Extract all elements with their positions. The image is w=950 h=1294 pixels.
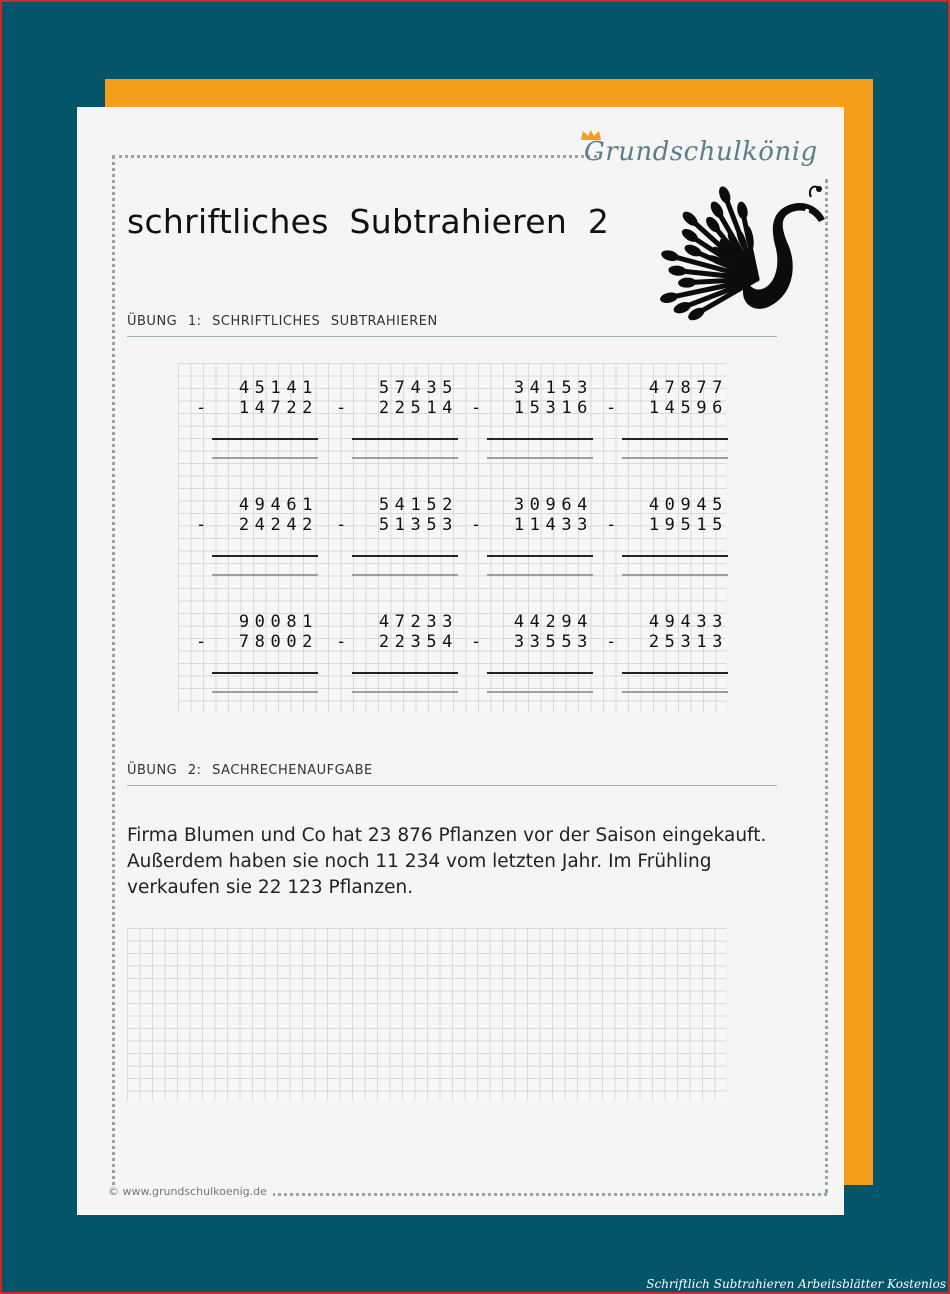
- result-line: [352, 555, 458, 557]
- page-title: schriftliches Subtrahieren 2: [127, 202, 610, 241]
- exercise2-divider: [127, 785, 777, 786]
- dotted-border-left: [112, 155, 115, 1193]
- subtraction-problem: [471, 480, 591, 592]
- subtrahend: 22514: [378, 398, 458, 418]
- minus-sign: -: [196, 515, 207, 535]
- footer-url: © www.grundschulkoenig.de: [108, 1185, 273, 1198]
- subtrahend: 78002: [238, 632, 318, 652]
- result-line: [622, 672, 728, 674]
- subtrahend: 14722: [238, 398, 318, 418]
- dotted-border-right: [825, 179, 828, 1193]
- exercise2-heading: ÜBUNG 2: SACHRECHENAUFGABE: [127, 763, 373, 778]
- subtrahend: 24242: [238, 515, 318, 535]
- subtraction-problem: [606, 480, 726, 592]
- minus-sign: -: [336, 398, 347, 418]
- subtraction-problem: [196, 363, 316, 475]
- subtrahend: 14596: [648, 398, 728, 418]
- worksheet-page: [77, 107, 844, 1215]
- subtrahend: 22354: [378, 632, 458, 652]
- result-line: [487, 438, 593, 440]
- minuend: 57435: [378, 378, 458, 398]
- minuend: 47233: [378, 612, 458, 632]
- result-line: [622, 555, 728, 557]
- exercise1-divider: [127, 336, 777, 337]
- subtraction-problem: [606, 597, 726, 709]
- subtrahend: 15316: [513, 398, 593, 418]
- image-caption: Schriftlich Subtrahieren Arbeitsblätter Kostenlos: [646, 1277, 946, 1291]
- subtrahend: 11433: [513, 515, 593, 535]
- answer-line[interactable]: [212, 574, 318, 576]
- minus-sign: -: [471, 632, 482, 652]
- minuend: 45141: [238, 378, 318, 398]
- answer-line[interactable]: [352, 691, 458, 693]
- result-line: [487, 672, 593, 674]
- answer-grid[interactable]: [127, 928, 726, 1100]
- answer-line[interactable]: [622, 691, 728, 693]
- subtraction-problem: [471, 597, 591, 709]
- minus-sign: -: [196, 632, 207, 652]
- subtraction-problem: [196, 597, 316, 709]
- peacock-illustration: [647, 167, 832, 322]
- dotted-border-bottom: [272, 1193, 827, 1196]
- result-line: [352, 438, 458, 440]
- answer-line[interactable]: [487, 691, 593, 693]
- answer-line[interactable]: [212, 691, 318, 693]
- minus-sign: -: [471, 398, 482, 418]
- minuend: 90081: [238, 612, 318, 632]
- dotted-border-top: [112, 155, 597, 158]
- result-line: [622, 438, 728, 440]
- exercise1-grid: [178, 363, 726, 713]
- result-line: [212, 438, 318, 440]
- subtraction-problem: [336, 363, 456, 475]
- minuend: 54152: [378, 495, 458, 515]
- brand-logo: Grundschulkönig: [584, 137, 818, 167]
- word-problem-text: Firma Blumen und Co hat 23 876 Pflanzen vor der Saison eingekauft. Außerdem haben sie noch 11 234 vom letzten Jahr. Im Frühling verkaufen sie 22 123 Pflanzen.: [127, 825, 767, 898]
- minuend: 47877: [648, 378, 728, 398]
- result-line: [352, 672, 458, 674]
- result-line: [212, 555, 318, 557]
- minus-sign: -: [606, 515, 617, 535]
- answer-line[interactable]: [487, 457, 593, 459]
- subtraction-problem: [336, 480, 456, 592]
- answer-line[interactable]: [212, 457, 318, 459]
- minus-sign: -: [196, 398, 207, 418]
- minus-sign: -: [471, 515, 482, 535]
- answer-line[interactable]: [622, 457, 728, 459]
- answer-line[interactable]: [622, 574, 728, 576]
- exercise1-heading: ÜBUNG 1: SCHRIFTLICHES SUBTRAHIEREN: [127, 314, 438, 329]
- subtraction-problem: [336, 597, 456, 709]
- subtrahend: 51353: [378, 515, 458, 535]
- minuend: 40945: [648, 495, 728, 515]
- minuend: 44294: [513, 612, 593, 632]
- result-line: [212, 672, 318, 674]
- subtrahend: 33553: [513, 632, 593, 652]
- minus-sign: -: [606, 398, 617, 418]
- answer-line[interactable]: [352, 574, 458, 576]
- minus-sign: -: [336, 632, 347, 652]
- minuend: 30964: [513, 495, 593, 515]
- minus-sign: -: [606, 632, 617, 652]
- minuend: 49461: [238, 495, 318, 515]
- answer-line[interactable]: [352, 457, 458, 459]
- minuend: 49433: [648, 612, 728, 632]
- minus-sign: -: [336, 515, 347, 535]
- subtrahend: 19515: [648, 515, 728, 535]
- result-line: [487, 555, 593, 557]
- subtrahend: 25313: [648, 632, 728, 652]
- subtraction-problem: [606, 363, 726, 475]
- answer-line[interactable]: [487, 574, 593, 576]
- subtraction-problem: [196, 480, 316, 592]
- subtraction-problem: [471, 363, 591, 475]
- minuend: 34153: [513, 378, 593, 398]
